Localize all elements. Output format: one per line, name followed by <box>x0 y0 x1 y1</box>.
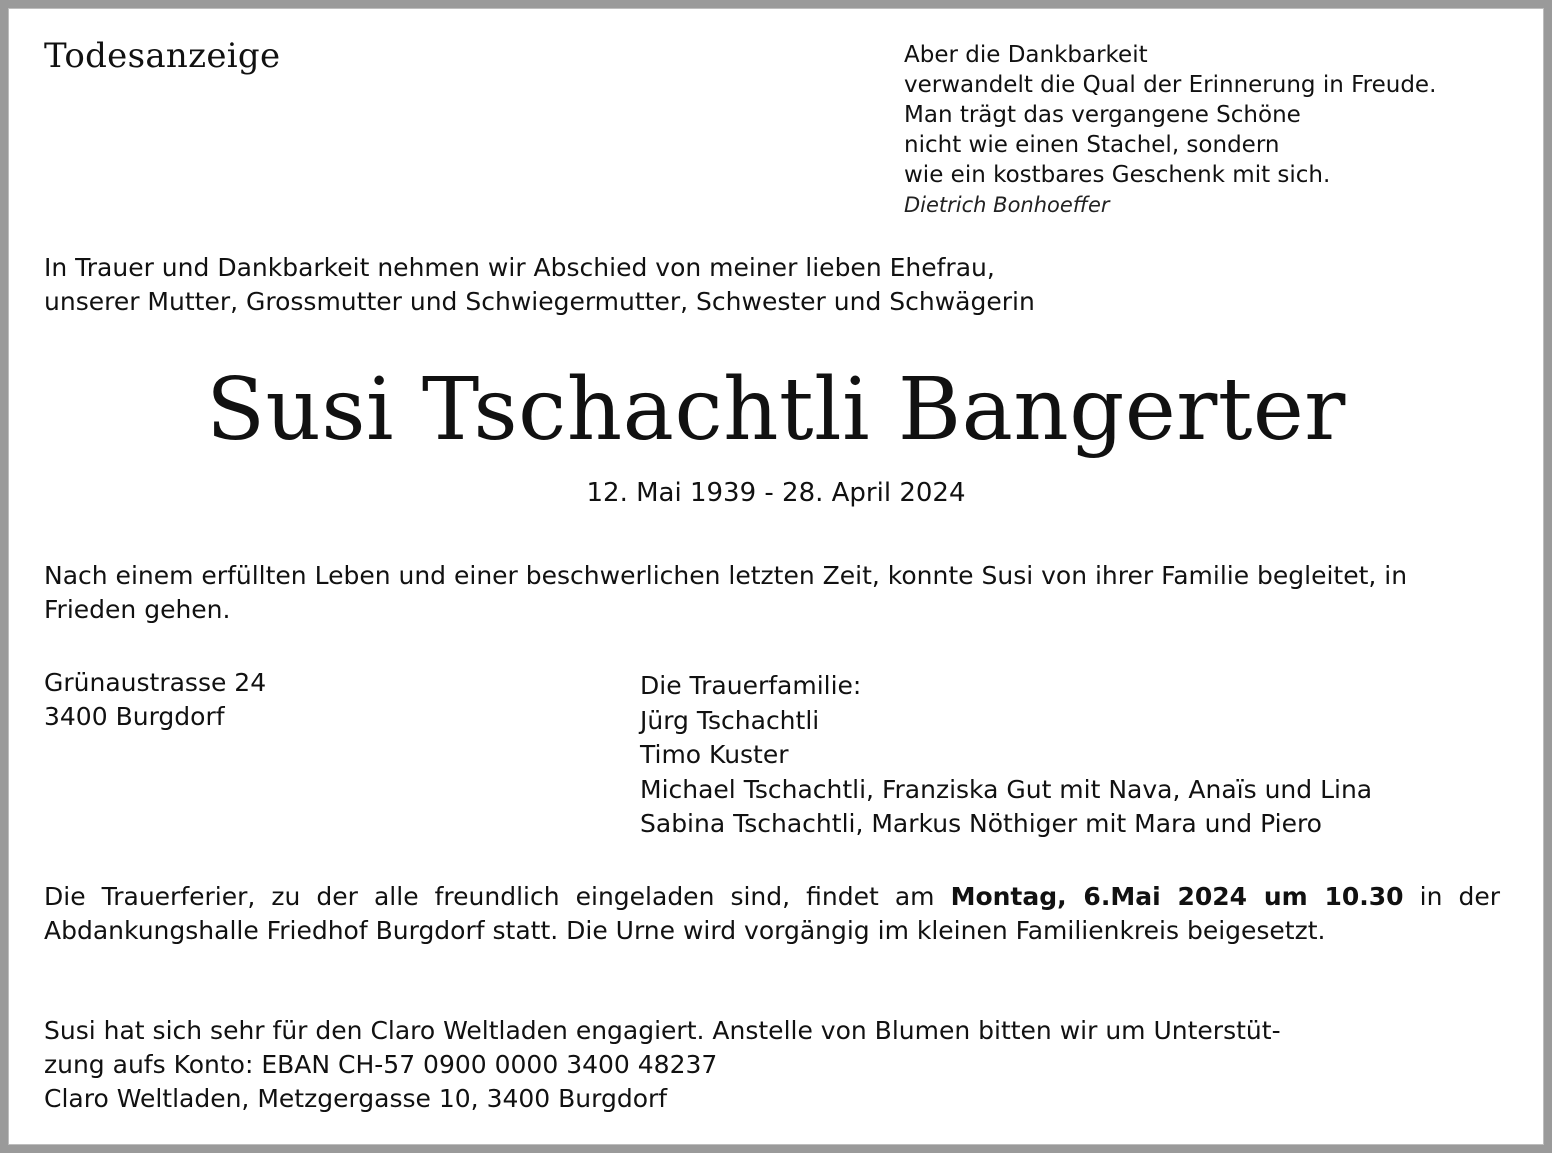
family-member: Michael Tschachtli, Franziska Gut mit Nava, Anaïs und Lina <box>640 774 1373 804</box>
address-street: Grünaustrasse 24 <box>44 668 267 697</box>
family-member: Timo Kuster <box>640 740 789 769</box>
address-block <box>44 666 266 734</box>
farewell-paragraph: Nach einem erfüllten Leben und einer beschwerlichen letzten Zeit, konnte Susi von ihrer Familie begleitet, in Frieden gehen. <box>44 561 1408 624</box>
life-dates: 12. Mai 1939 - 28. April 2024 <box>586 478 966 508</box>
intro-line: In Trauer und Dankbarkeit nehmen wir Abschied von meiner lieben Ehefrau, <box>44 253 995 282</box>
family-heading: Die Trauerfamilie: <box>640 671 862 700</box>
donation-paragraph <box>44 1014 1500 1116</box>
family-member: Jürg Tschachtli <box>640 705 820 735</box>
quote-author: Dietrich Bonhoeffer <box>904 193 1110 217</box>
ceremony-date: Montag, 6.Mai 2024 um 10.30 <box>950 882 1404 911</box>
donation-address: Claro Weltladen, Metzgergasse 10, 3400 Burgdorf <box>44 1084 668 1113</box>
page-title: Todesanzeige <box>44 36 281 76</box>
address-city: 3400 Burgdorf <box>44 702 225 731</box>
intro-text <box>44 251 1464 319</box>
family-member: Sabina Tschachtli, Markus Nöthiger mit Mara und Piero <box>640 809 1322 838</box>
quote-line: verwandelt die Qual der Erinnerung in Freude. <box>904 72 1437 98</box>
quote-line: Aber die Dankbarkeit <box>904 42 1148 68</box>
quote-block <box>904 40 1524 220</box>
intro-line: unserer Mutter, Grossmutter und Schwiegermutter, Schwester und Schwägerin <box>44 287 1035 316</box>
quote-line: Man trägt das vergangene Schöne <box>904 102 1301 128</box>
ceremony-paragraph <box>44 880 1500 948</box>
donation-account: zung aufs Konto: EBAN CH-57 0900 0000 3400 48237 <box>44 1050 718 1079</box>
donation-line: Susi hat sich sehr für den Claro Weltladen engagiert. Anstelle von Blumen bitten wir um Unterstüt- <box>44 1016 1281 1045</box>
family-block <box>640 669 1372 842</box>
obituary-page <box>8 8 1544 1145</box>
quote-line: wie ein kostbares Geschenk mit sich. <box>904 162 1331 188</box>
deceased-name: Susi Tschachtli Bangerter <box>206 360 1346 460</box>
quote-line: nicht wie einen Stachel, sondern <box>904 132 1280 158</box>
ceremony-text: in der Abdankungshalle Friedhof Burgdorf statt. Die Urne wird vorgängig im kleinen Familienkreis beigesetzt. <box>44 882 1500 945</box>
ceremony-text: Die Trauerferier, zu der alle freundlich eingeladen sind, findet am <box>44 882 951 911</box>
